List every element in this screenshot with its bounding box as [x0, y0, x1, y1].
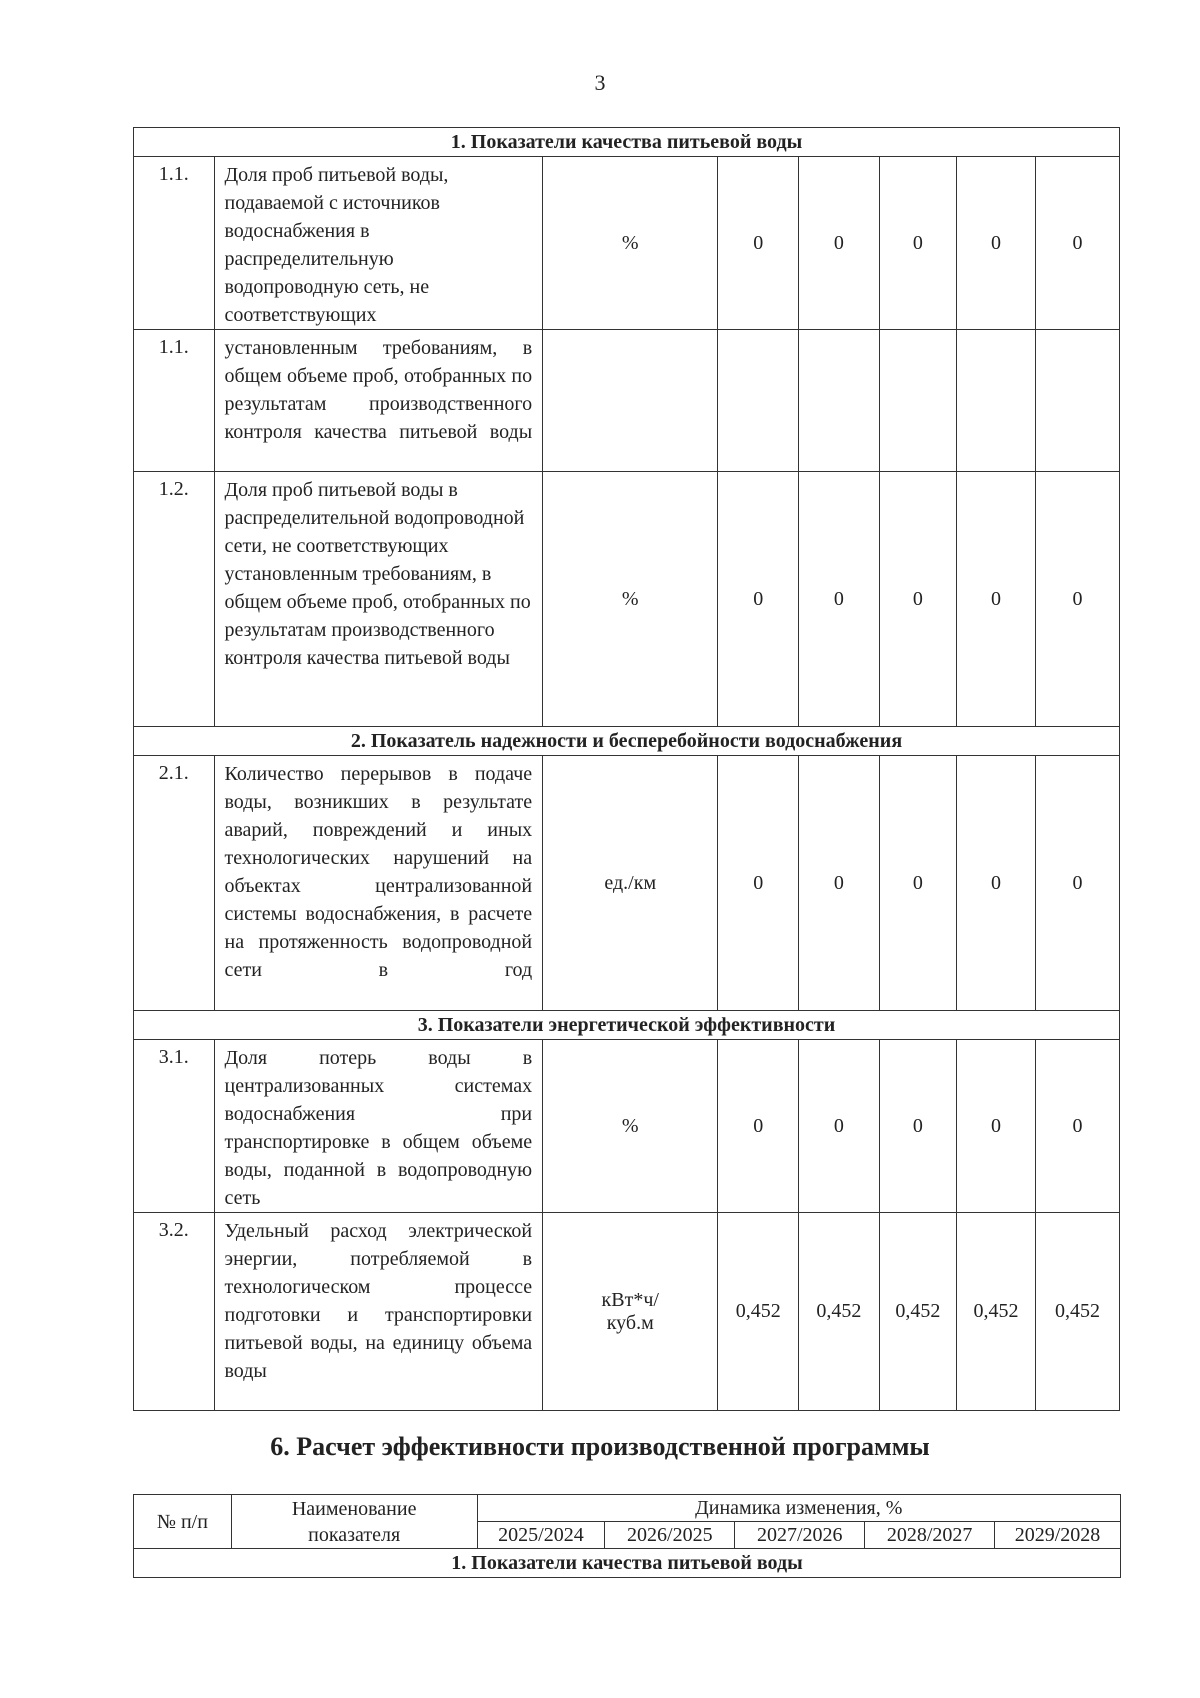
section-row [134, 727, 1120, 756]
section-row [134, 1549, 1121, 1578]
header-row [134, 1495, 1121, 1522]
unit-line: кВт*ч/ [601, 1288, 659, 1311]
section-row [134, 1011, 1120, 1040]
row-number: 1.2. [134, 472, 215, 727]
year-header: 2025/2024 [477, 1522, 605, 1549]
row-unit: % [543, 1040, 718, 1213]
page-number: 3 [594, 70, 606, 95]
row-unit [543, 1213, 718, 1411]
column-header-number: № п/п [134, 1495, 232, 1549]
value-cell: 0 [799, 472, 880, 727]
value-cell: 0 [1036, 1040, 1120, 1213]
row-unit: ед./км [543, 756, 718, 1011]
section-heading: 6. Расчет эффективности производственной программы [270, 1432, 930, 1461]
row-unit: % [543, 472, 718, 727]
value-cell: 0 [1036, 472, 1120, 727]
row-number: 1.1. [134, 157, 215, 330]
year-header: 2028/2027 [865, 1522, 995, 1549]
value-cell: 0 [957, 157, 1036, 330]
section-title: 1. Показатели качества питьевой воды [134, 1549, 1121, 1578]
row-unit: % [543, 157, 718, 330]
row-description: Доля проб питьевой воды в распределительной водопроводной сети, не соответствующих установленным требованиям, в общем объеме проб, отобранных по результатам производственного контроля качества питьевой воды [214, 472, 543, 727]
section-title: 3. Показатели энергетической эффективности [134, 1011, 1120, 1040]
row-number: 2.1. [134, 756, 215, 1011]
value-cell: 0 [957, 1040, 1036, 1213]
section-title: 1. Показатели качества питьевой воды [134, 128, 1120, 157]
year-header: 2029/2028 [995, 1522, 1121, 1549]
unit-line: куб.м [606, 1311, 654, 1334]
header-line: показателя [308, 1523, 401, 1546]
value-cell: 0,452 [1036, 1213, 1120, 1411]
value-cell: 0 [799, 756, 880, 1011]
value-cell: 0 [879, 756, 956, 1011]
header-line: Наименование [291, 1497, 417, 1520]
value-cell: 0 [718, 756, 799, 1011]
value-cell: 0 [879, 472, 956, 727]
value-cell: 0 [1036, 157, 1120, 330]
row-number: 1.1. [134, 330, 215, 472]
value-cell: 0 [957, 472, 1036, 727]
column-header-name [231, 1495, 477, 1549]
value-cell: 0 [718, 157, 799, 330]
table-row [134, 1213, 1120, 1411]
value-cell: 0 [879, 1040, 956, 1213]
value-cell: 0 [718, 1040, 799, 1213]
row-number: 3.1. [134, 1040, 215, 1213]
value-cell: 0,452 [718, 1213, 799, 1411]
table-row [134, 472, 1120, 727]
row-description: Доля проб питьевой воды, подаваемой с источников водоснабжения в распределительную водопроводную сеть, не соответствующих [214, 157, 543, 330]
row-description: Доля потерь воды в централизованных системах водоснабжения при транспортировке в общем объеме воды, поданной в водопроводную сеть [214, 1040, 543, 1213]
section-title: 2. Показатель надежности и бесперебойности водоснабжения [134, 727, 1120, 756]
indicators-table [133, 127, 1120, 1411]
row-description: установленным требованиям, в общем объеме проб, отобранных по результатам производственного контроля качества питьевой воды [214, 330, 543, 472]
table-row [134, 157, 1120, 330]
value-cell: 0,452 [799, 1213, 880, 1411]
table-row [134, 330, 1120, 472]
table-row [134, 756, 1120, 1011]
value-cell: 0 [799, 157, 880, 330]
year-header: 2027/2026 [735, 1522, 865, 1549]
section-row [134, 128, 1120, 157]
efficiency-table [133, 1494, 1121, 1578]
row-description: Удельный расход электрической энергии, потребляемой в технологическом процессе подготовки и транспортировки питьевой воды, на единицу объема воды [214, 1213, 543, 1411]
row-number: 3.2. [134, 1213, 215, 1411]
value-cell: 0 [1036, 756, 1120, 1011]
column-header-dynamics: Динамика изменения, % [477, 1495, 1121, 1522]
value-cell: 0 [879, 157, 956, 330]
value-cell: 0,452 [957, 1213, 1036, 1411]
value-cell: 0 [718, 472, 799, 727]
row-description: Количество перерывов в подаче воды, возникших в результате аварий, повреждений и иных технологических нарушений на объектах централизованной системы водоснабжения, в расчете на протяженность водопроводной сети в год [214, 756, 543, 1011]
table-row [134, 1040, 1120, 1213]
value-cell: 0 [957, 756, 1036, 1011]
year-header: 2026/2025 [605, 1522, 735, 1549]
value-cell: 0 [799, 1040, 880, 1213]
value-cell: 0,452 [879, 1213, 956, 1411]
